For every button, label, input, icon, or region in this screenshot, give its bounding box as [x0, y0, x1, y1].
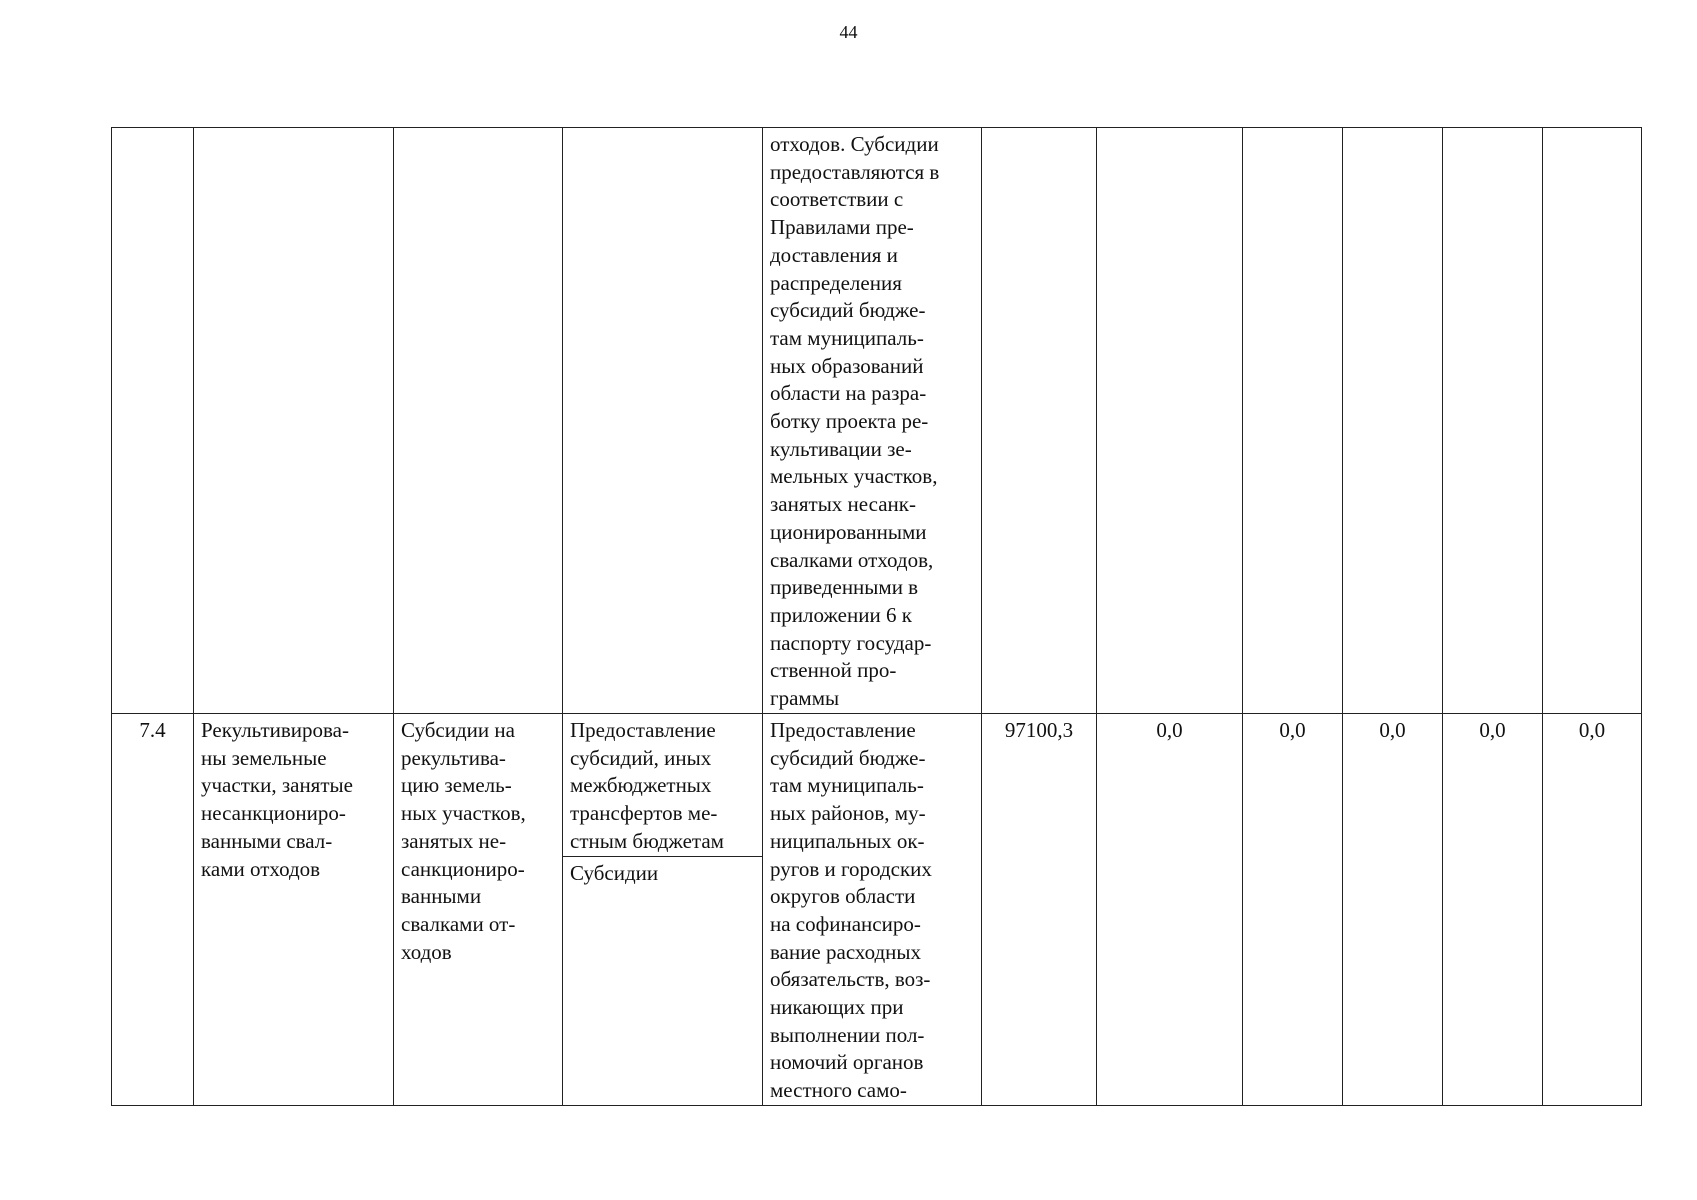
cell-measure: Субсидии на рекультива- цию земель- ных участков, занятых не- санкциониро- ванными свалками от- ходов: [394, 714, 563, 1106]
cell-empty: [1097, 128, 1243, 714]
cell-result: Рекультивирова- ны земельные участки, занятые несанкциониро- ванными свал- ками отходов: [194, 714, 394, 1106]
table-row-7-4: [112, 714, 1642, 1106]
cell-value-3: 0,0: [1343, 714, 1443, 1106]
cell-empty: [982, 128, 1097, 714]
cell-value-1: 0,0: [1097, 714, 1243, 1106]
cell-value-4: 0,0: [1443, 714, 1543, 1106]
program-table: [111, 127, 1642, 1106]
cell-empty: [194, 128, 394, 714]
cell-mechanism-continued: отходов. Субсидии предоставляются в соответствии с Правилами пре- доставления и распределения субсидий бюдже- там муниципаль- ных образований области на разра- ботку проекта ре- культивации зе- мельных участков, занятых несанк- ционированными свалками отходов, приведенными в приложении 6 к паспорту государ- ственной про- граммы: [763, 128, 982, 714]
cell-value-5: 0,0: [1543, 714, 1642, 1106]
cell-empty: [1343, 128, 1443, 714]
page-number: 44: [839, 22, 858, 42]
cell-type-top: Предоставление субсидий, иных межбюджетных трансфертов ме- стным бюджетам: [563, 714, 762, 857]
table-row-continued: [112, 128, 1642, 714]
cell-empty: [112, 128, 194, 714]
cell-empty: [394, 128, 563, 714]
cell-type-bottom: Субсидии: [570, 860, 659, 885]
cell-empty: [1443, 128, 1543, 714]
cell-value-2: 0,0: [1243, 714, 1343, 1106]
cell-type: [563, 714, 763, 1106]
cell-value-total: 97100,3: [982, 714, 1097, 1106]
cell-empty: [1243, 128, 1343, 714]
cell-empty: [1543, 128, 1642, 714]
cell-empty: [563, 128, 763, 714]
cell-mechanism: Предоставление субсидий бюдже- там муниципаль- ных районов, му- ниципальных ок- ругов и городских округов области на софинансиро- вание расходных обязательств, воз- никающих при выполнении пол- номочий органов местного само-: [763, 714, 982, 1106]
cell-row-number: 7.4: [112, 714, 194, 1106]
